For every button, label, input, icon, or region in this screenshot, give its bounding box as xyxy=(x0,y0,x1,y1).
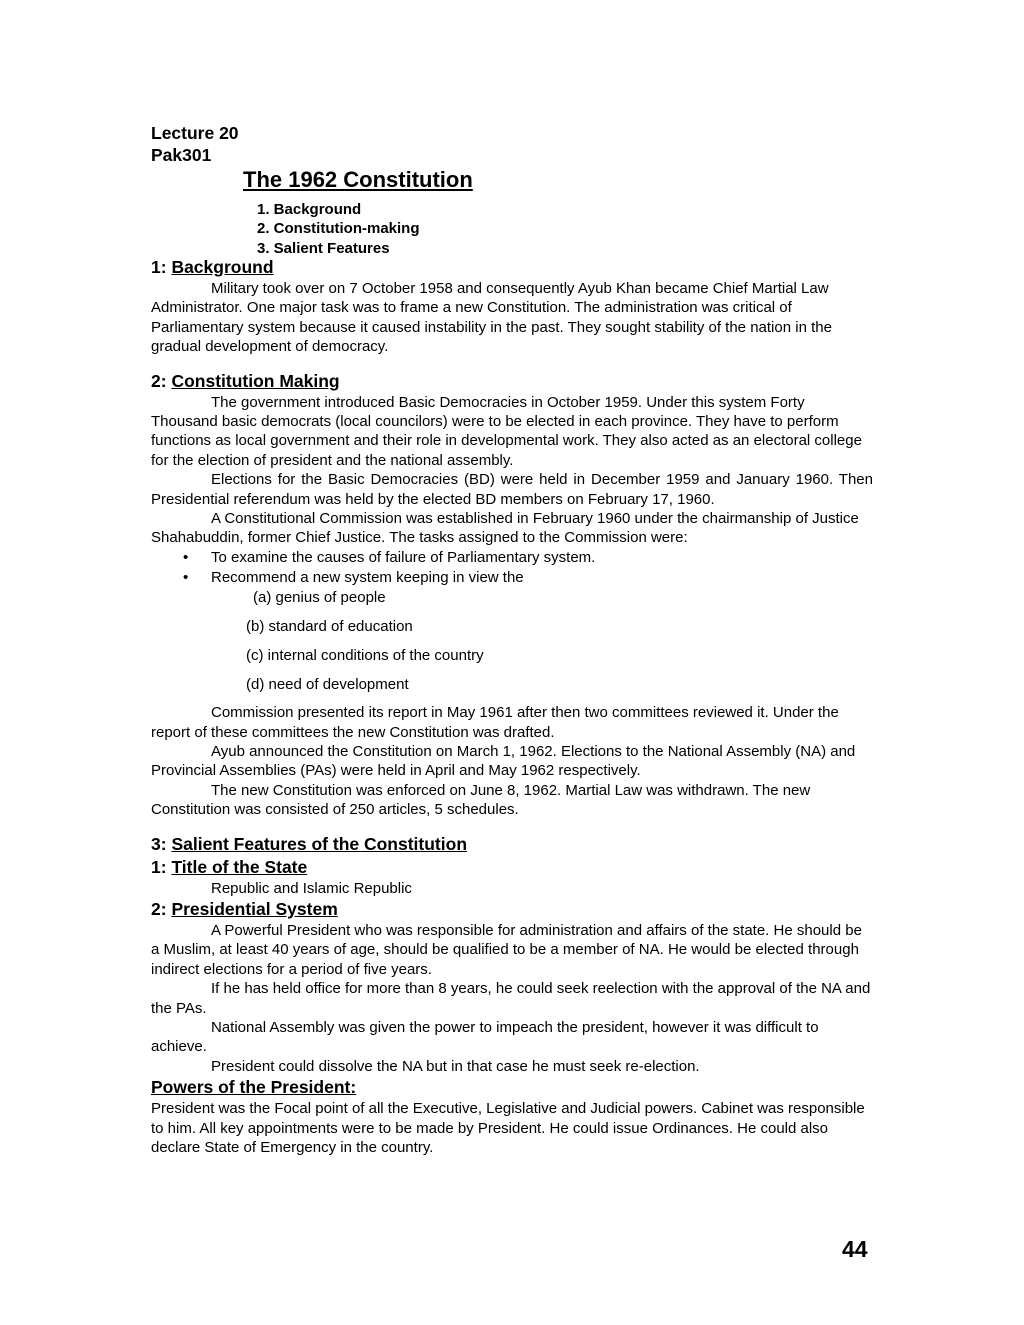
feature-heading-presidential: 2: Presidential System xyxy=(151,899,338,920)
toc-item: 1. Background xyxy=(257,201,362,218)
course-code: Pak301 xyxy=(151,145,212,165)
task-list xyxy=(151,548,873,588)
section-heading-background: 1: Background xyxy=(151,256,274,277)
feature-heading-title: 1: Title of the State xyxy=(151,856,308,877)
paragraph: Ayub announced the Constitution on March 1, 1962. Elections to the National Assembly (NA) and Provincial Assemblies (PAs) were held in April and May 1962 respectively. xyxy=(151,742,856,780)
paragraph: National Assembly was given the power to impeach the president, however it was difficult to achieve. xyxy=(151,1019,819,1056)
sub-item: (a) genius of people xyxy=(253,588,386,606)
list-item: • To examine the causes of failure of Parliamentary system. xyxy=(183,548,596,566)
paragraph: President was the Focal point of all the Executive, Legislative and Judicial powers. Cabinet was responsible to him. All key appointments were to be made by President. He could issue Ordinances. He could also declare State of Emergency in the country. xyxy=(151,1100,865,1157)
paragraph: Elections for the Basic Democracies (BD) were held in December 1959 and January 1960. Then Presidential referendum was held by the elected BD members on February 17, 1960. xyxy=(151,471,873,508)
powers-heading: Powers of the President: xyxy=(151,1077,357,1098)
paragraph: The government introduced Basic Democracies in October 1959. Under this system Forty Thousand basic democrats (local councilors) were to be elected in each province. They have to perform functions as local government and their role in developmental work. They also acted as an electoral college for the election of president and the national assembly. xyxy=(151,393,862,469)
bullet-icon: • xyxy=(183,568,189,586)
toc-item: 2. Constitution-making xyxy=(257,220,420,238)
document-page xyxy=(151,122,873,1157)
paragraph: Commission presented its report in May 1961 after then two committees reviewed it. Under the report of these committees the new Constitution was drafted. xyxy=(151,704,839,741)
toc-item: 3. Salient Features xyxy=(257,239,390,257)
page-number: 44 xyxy=(842,1236,868,1262)
sub-item: (d) need of development xyxy=(246,675,409,693)
section-heading-salient-features: 3: Salient Features of the Constitution xyxy=(151,833,468,854)
paragraph: A Powerful President who was responsible for administration and affairs of the state. He should be a Muslim, at least 40 years of age, should be qualified to be a member of NA. He would be elected through indirect elections for a period of five years. xyxy=(151,922,862,978)
paragraph: If he has held office for more than 8 years, he could seek reelection with the approval of the NA and the PAs. xyxy=(151,980,871,1017)
list-item: • Recommend a new system keeping in view the xyxy=(183,568,524,586)
paragraph: Republic and Islamic Republic xyxy=(211,879,412,897)
section-heading-constitution-making: 2: Constitution Making xyxy=(151,370,340,391)
sub-item: (c) internal conditions of the country xyxy=(246,646,484,664)
paragraph: The new Constitution was enforced on June 8, 1962. Martial Law was withdrawn. The new Constitution was consisted of 250 articles, 5 schedules. xyxy=(151,781,811,819)
bullet-icon: • xyxy=(183,548,189,566)
page-title: The 1962 Constitution xyxy=(243,167,473,192)
paragraph: President could dissolve the NA but in that case he must seek re-election. xyxy=(211,1057,700,1075)
table-of-contents xyxy=(257,200,873,258)
paragraph: Military took over on 7 October 1958 and consequently Ayub Khan became Chief Martial Law Administrator. One major task was to frame a new Constitution. The administration was critical of Parliamentary system because it caused instability in the past. They sought stability of the nation in the gradual development of democracy. xyxy=(151,279,832,356)
paragraph: A Constitutional Commission was established in February 1960 under the chairmanship of Justice Shahabuddin, former Chief Justice. The tasks assigned to the Commission were: xyxy=(151,509,859,547)
sub-item: (b) standard of education xyxy=(246,617,413,635)
lecture-label: Lecture 20 xyxy=(151,123,239,143)
